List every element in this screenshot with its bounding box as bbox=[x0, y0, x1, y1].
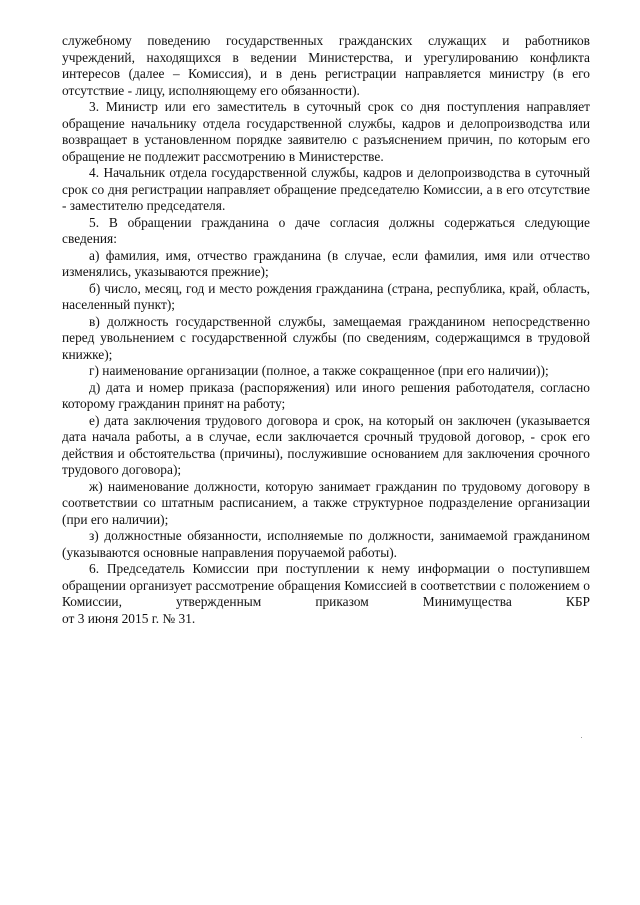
paragraph-item-6: 6. Председатель Комиссии при поступлении к нему информации о поступившем обращении организует рассмотрение обращения Комиссией в соответствии с положением о Комиссии, утвержденным приказом Минимущества КБР bbox=[62, 561, 590, 609]
paragraph-order-reference: от 3 июня 2015 г. № 31. bbox=[62, 610, 196, 626]
paragraph-subitem-d: д) дата и номер приказа (распоряжения) или иного решения работодателя, согласно которому гражданин принят на работу; bbox=[62, 379, 590, 411]
scan-speck bbox=[581, 737, 582, 738]
document-page bbox=[62, 33, 590, 627]
paragraph-subitem-zh: ж) наименование должности, которую занимает гражданин по трудовому договору в соответствии со штатным расписанием, а также структурное подразделение организации (при его наличии); bbox=[62, 478, 590, 527]
paragraph-subitem-g: г) наименование организации (полное, а также сокращенное (при его наличии)); bbox=[89, 363, 549, 378]
paragraph-subitem-e: е) дата заключения трудового договора и срок, на который он заключен (указывается дата начала работы, а в случае, если заключается срочный трудовой договор, - срок его действия и обстоятельства (причины), послужившие основанием для заключения срочного трудового договора); bbox=[62, 412, 590, 477]
paragraph-commission-intro: служебному поведению государственных гражданских служащих и работников учреждений, находящихся в ведении Министерства, и урегулированию конфликта интересов (далее – Комиссия), и в день регистрации направляется министру (в его отсутствие - лицу, исполняющему его обязанности). bbox=[62, 33, 590, 98]
paragraph-item-3: 3. Министр или его заместитель в суточный срок со дня поступления направляет обращение начальнику отдела государственной службы, кадров и делопроизводства или возвращает в установленном порядке заявителю с разъяснением причин, по которым его обращение не подлежит рассмотрению в Министерстве. bbox=[62, 99, 590, 164]
paragraph-subitem-v: в) должность государственной службы, замещаемая гражданином непосредственно перед увольнением с государственной службы (по сведениям, содержащимся в трудовой книжке); bbox=[62, 313, 590, 362]
paragraph-subitem-b: б) число, месяц, год и место рождения гражданина (страна, республика, край, область, населенный пункт); bbox=[62, 280, 590, 312]
paragraph-item-5: 5. В обращении гражданина о даче согласия должны содержаться следующие сведения: bbox=[62, 214, 590, 246]
paragraph-subitem-z: з) должностные обязанности, исполняемые по должности, занимаемой гражданином (указываются основные направления поручаемой работы). bbox=[62, 528, 590, 560]
paragraph-subitem-a: а) фамилия, имя, отчество гражданина (в случае, если фамилия, имя или отчество изменялись, указываются прежние); bbox=[62, 247, 590, 279]
paragraph-item-4: 4. Начальник отдела государственной службы, кадров и делопроизводства в суточный срок со дня регистрации направляет обращение председателю Комиссии, а в его отсутствие - заместителю председателя. bbox=[62, 165, 590, 213]
